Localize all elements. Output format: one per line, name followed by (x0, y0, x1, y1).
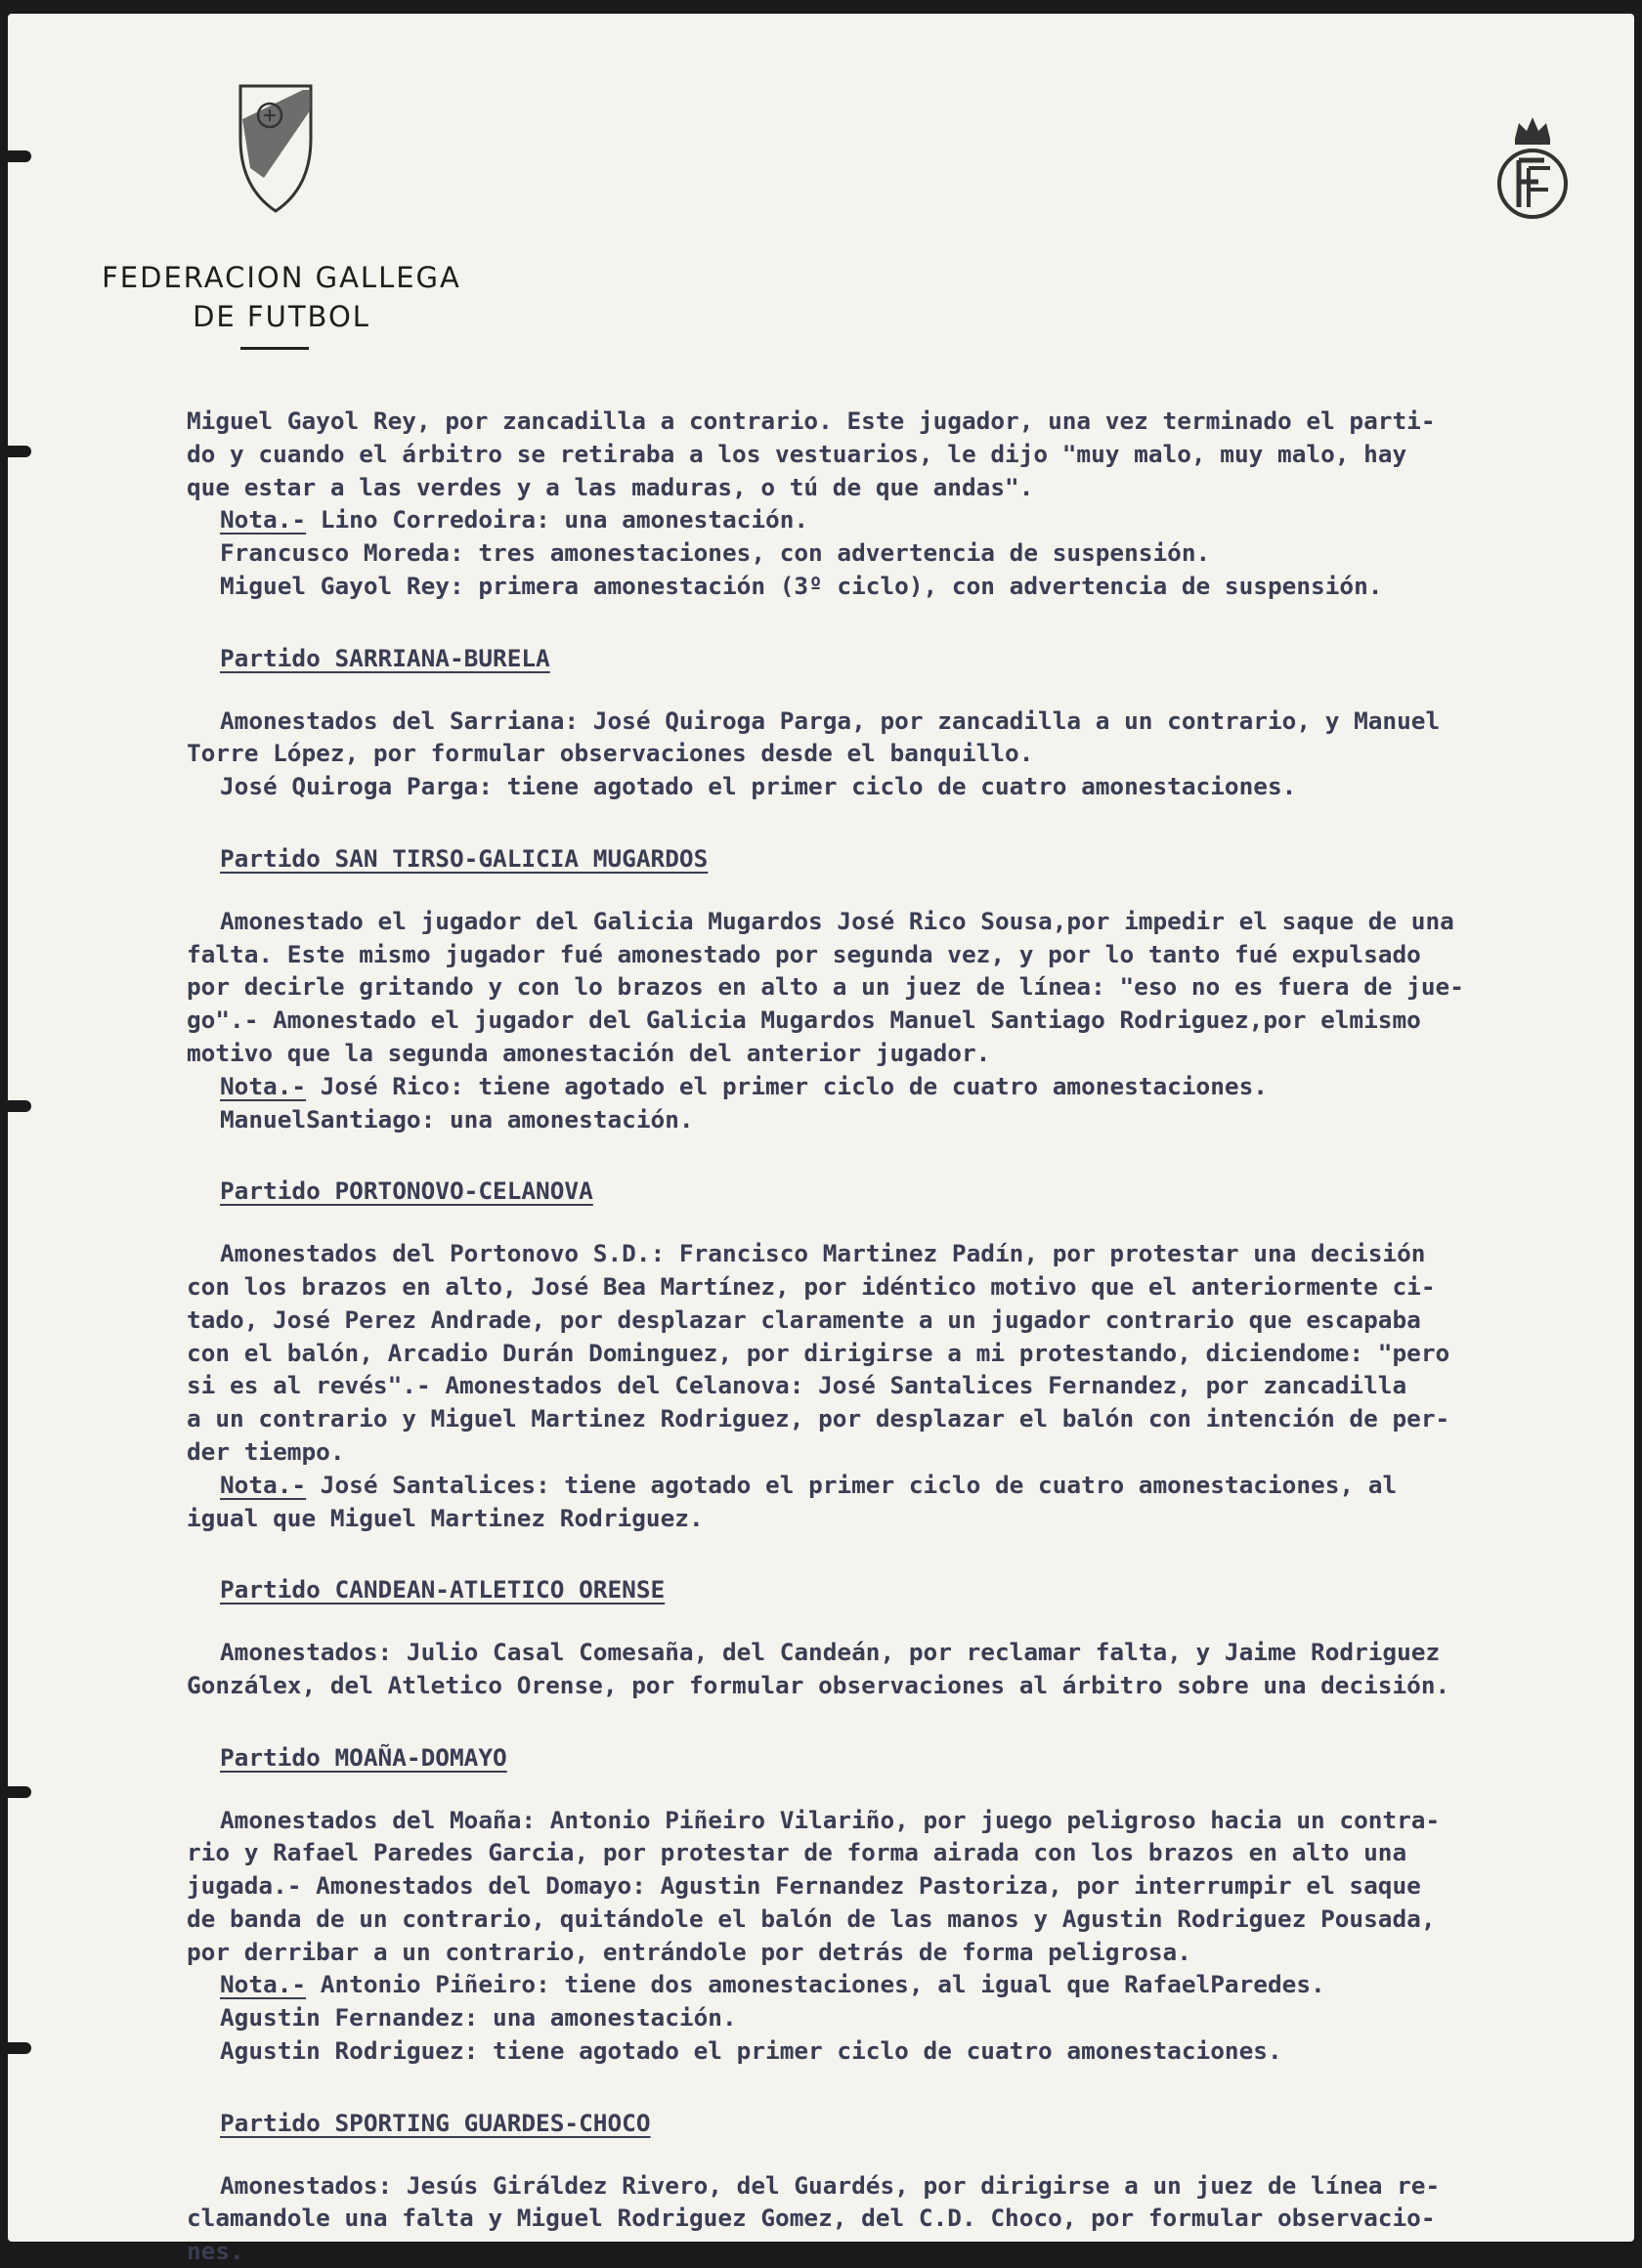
federation-name (66, 258, 497, 336)
nota-text: José Rico: tiene agotado el primer ciclo de cuatro amonestaciones. (320, 1071, 1268, 1100)
body-line: José Quiroga Parga: tiene agotado el primer ciclo de cuatro amonestaciones. (220, 772, 1297, 801)
nota-line: Agustin Rodriguez: tiene agotado el primer ciclo de cuatro amonestaciones. (220, 2036, 1282, 2066)
nota-label: Nota.- (220, 1071, 307, 1100)
nota-line (187, 1070, 1633, 1103)
section-heading (187, 842, 1633, 876)
body-line: Amonestados del Sarriana: José Quiroga Parga, por zancadilla a un contrario, y Manuel (220, 706, 1441, 735)
nota-label: Nota.- (220, 505, 307, 535)
body-line: rio y Rafael Paredes Garcia, por protestar de forma airada con los brazos en alto una (187, 1838, 1407, 1867)
body-line: go".- Amonestado el jugador del Galicia Mugardos Manuel Santiago Rodriguez,por elmismo (187, 1006, 1421, 1035)
document-page (8, 14, 1634, 2266)
body-line: nes. (187, 2237, 244, 2266)
section-heading (187, 2107, 1633, 2140)
body-line: Amonestados del Moaña: Antonio Piñeiro Vilariño, por juego peligroso hacia un contra- (220, 1805, 1441, 1834)
nota-line (187, 1968, 1633, 2001)
body-line: con los brazos en alto, José Bea Martínez, por idéntico motivo que el anteriormente ci- (187, 1271, 1436, 1301)
nota-label: Nota.- (220, 1470, 307, 1499)
body-line: de banda de un contrario, quitándole el balón de las manos y Agustin Rodriguez Pousada, (187, 1904, 1436, 1933)
body-line: Amonestados: Julio Casal Comesaña, del Candeán, por reclamar falta, y Jaime Rodriguez (220, 1638, 1441, 1667)
nota-line: igual que Miguel Martinez Rodriguez. (187, 1503, 704, 1532)
body-line: Miguel Gayol Rey, por zancadilla a contrario. Este jugador, una vez terminado el parti- (187, 407, 1436, 435)
section-title: Partido MOAÑA-DOMAYO (220, 1742, 507, 1772)
nota-line: Agustin Fernandez: una amonestación. (220, 2003, 737, 2033)
body-line: motivo que la segunda amonestación del anterior jugador. (187, 1038, 991, 1067)
letterhead-rule (240, 347, 309, 350)
nota-line (187, 503, 1633, 536)
body-line: Amonestado el jugador del Galicia Mugardos José Rico Sousa,por impedir el saque de una (220, 906, 1454, 935)
nota-line: ManuelSantiago: una amonestación. (220, 1104, 694, 1134)
body-line: der tiempo. (187, 1436, 345, 1466)
body-line: a un contrario y Miguel Martinez Rodriguez, por desplazar el balón con intención de per- (187, 1404, 1450, 1434)
section-heading (187, 1175, 1633, 1208)
nota-line (187, 1469, 1633, 1502)
section-title: Partido SPORTING GUARDES-CHOCO (220, 2108, 651, 2137)
section-heading (187, 1741, 1633, 1775)
body-line: por decirle gritando y con lo brazos en alto a un juez de línea: "eso no es fuera de jue- (187, 972, 1464, 1002)
nota-text: Lino Corredoira: una amonestación. (320, 505, 809, 535)
body-line: jugada.- Amonestados del Domayo: Agustin Fernandez Pastoriza, por interrumpir el saque (187, 1871, 1421, 1901)
body-line: Amonestados del Portonovo S.D.: Francisco Martinez Padín, por protestar una decisión (220, 1239, 1426, 1268)
body-line: Amonestados: Jesús Giráldez Rivero, del Guardés, por dirigirse a un juez de línea re- (220, 2170, 1441, 2200)
binder-hole-mark (2, 1786, 31, 1798)
body-line: por derribar a un contrario, entrándole por detrás de forma peligrosa. (187, 1937, 1191, 1966)
body-line: Gonzálex, del Atletico Orense, por formular observaciones al árbitro sobre una decisión. (187, 1670, 1450, 1699)
binder-hole-mark (2, 2042, 31, 2054)
section-heading (187, 642, 1633, 675)
org-line-1: FEDERACION GALLEGA (102, 261, 461, 294)
section-title: Partido PORTONOVO-CELANOVA (220, 1177, 593, 1206)
nota-label: Nota.- (220, 1970, 307, 1999)
org-line-2: DE FUTBOL (193, 300, 370, 333)
body-line: tado, José Perez Andrade, por desplazar claramente a un jugador contrario que escapaba (187, 1305, 1421, 1334)
binder-hole-mark (2, 150, 31, 162)
section-title: Partido CANDEAN-ATLETICO ORENSE (220, 1575, 666, 1605)
body-line: con el balón, Arcadio Durán Dominguez, por dirigirse a mi protestando, diciendome: "pero (187, 1338, 1450, 1367)
binder-hole-mark (2, 1100, 31, 1112)
section-title: Partido SARRIANA-BURELA (220, 643, 550, 672)
body-line: falta. Este mismo jugador fué amonestado por segunda vez, y por lo tanto fué expulsado (187, 939, 1421, 968)
nota-line: Miguel Gayol Rey: primera amonestación (3º ciclo), con advertencia de suspensión. (220, 571, 1383, 600)
section-title: Partido SAN TIRSO-GALICIA MUGARDOS (220, 843, 709, 873)
rfef-crown-crest-icon (1493, 109, 1572, 236)
binder-hole-mark (2, 446, 31, 457)
body-line: Torre López, por formular observaciones desde el banquillo. (187, 739, 1034, 768)
body-line: si es al revés".- Amonestados del Celanova: José Santalices Fernandez, por zancadilla (187, 1371, 1407, 1400)
body-line: clamandole una falta y Miguel Rodriguez Gomez, del C.D. Choco, por formular observacio- (187, 2204, 1436, 2233)
galician-federation-shield-icon (235, 80, 317, 217)
document-body (187, 405, 1633, 2268)
section-heading (187, 1573, 1633, 1606)
nota-line: Francusco Moreda: tres amonestaciones, con advertencia de suspensión. (220, 538, 1211, 568)
nota-text: Antonio Piñeiro: tiene dos amonestaciones, al igual que RafaelParedes. (320, 1970, 1325, 1999)
body-line: do y cuando el árbitro se retiraba a los vestuarios, le dijo "muy malo, muy malo, hay (187, 439, 1407, 468)
body-line: que estar a las verdes y a las maduras, o tú de que andas". (187, 472, 1034, 501)
nota-text: José Santalices: tiene agotado el primer ciclo de cuatro amonestaciones, al (320, 1470, 1398, 1499)
